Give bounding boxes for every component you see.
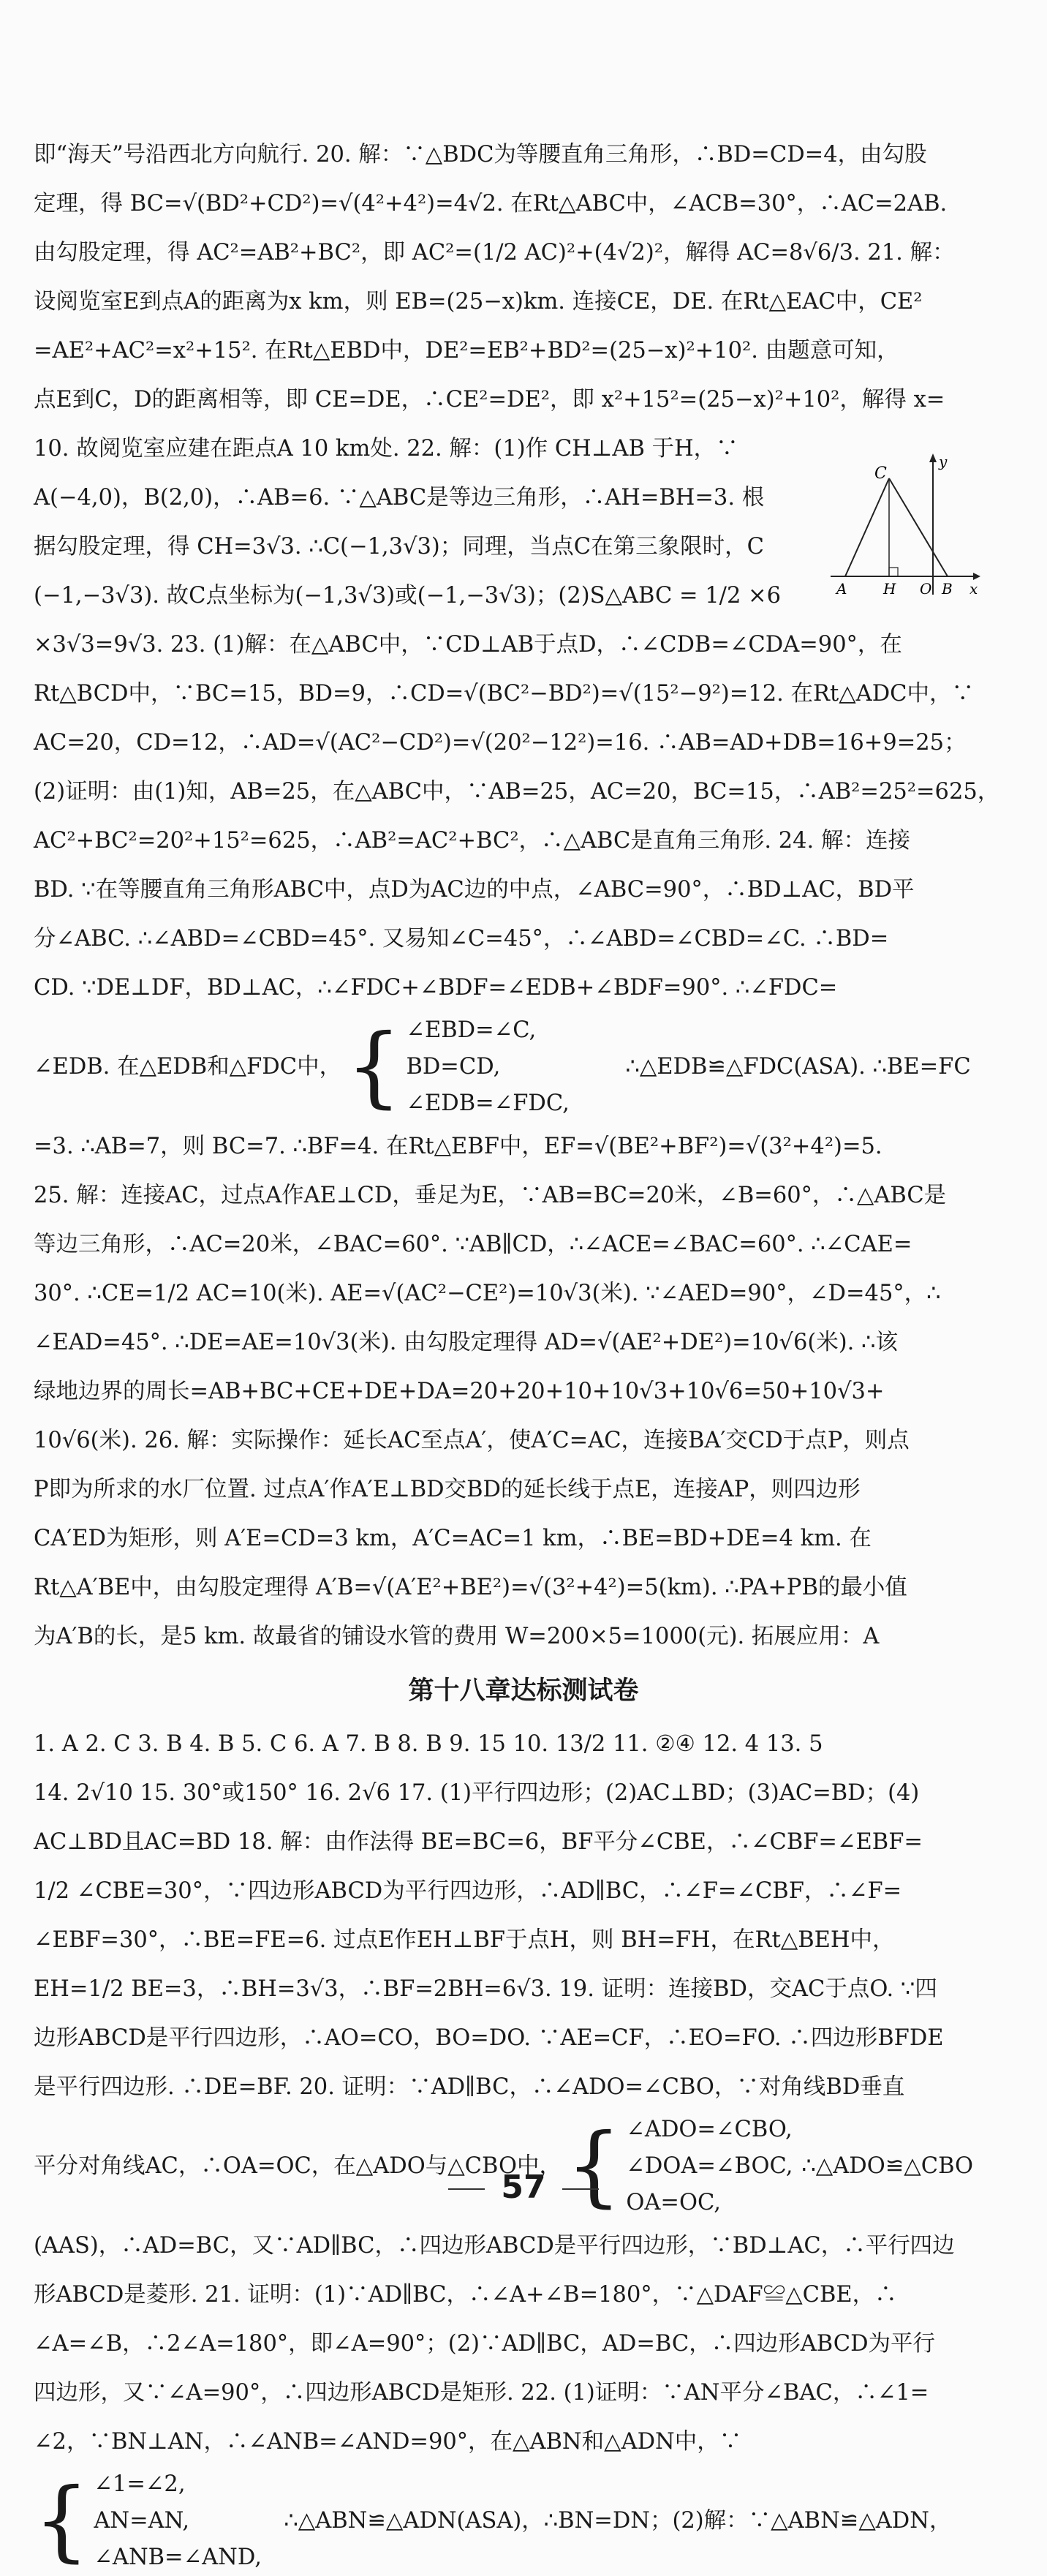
text-line: ∠2，∵BN⊥AN，∴∠ANB=∠AND=90°，在△ABN和△ADN中，∵ bbox=[34, 2429, 742, 2455]
figure-label-c: C bbox=[874, 464, 887, 483]
text-line: 设阅览室E到点A的距离为x km，则 EB=(25−x)km. 连接CE，DE. 在Rt△EAC中，CE² bbox=[34, 289, 923, 315]
text-line: 1/2 ∠CBE=30°，∵四边形ABCD为平行四边形，∴AD∥BC，∴∠F=∠CBF，∴∠F= bbox=[34, 1878, 902, 1904]
brace-conditions bbox=[94, 2466, 284, 2576]
text-line: BD. ∵在等腰直角三角形ABC中，点D为AC边的中点，∠ABC=90°，∴BD⊥AC，BD平 bbox=[34, 877, 915, 903]
text-line: AC²+BC²=20²+15²=625，∴AB²=AC²+BC²，∴△ABC是直角三角形. 24. 解：连接 bbox=[34, 828, 910, 854]
text-line: A(−4,0)，B(2,0)，∴AB=6. ∵△ABC是等边三角形，∴AH=BH=3. 根 bbox=[34, 485, 765, 511]
text-line: 10√6(米). 26. 解：实际操作：延长AC至点A′，使A′C=AC，连接BA′交CD于点P，则点 bbox=[34, 1428, 910, 1453]
figure-label-b: B bbox=[942, 580, 953, 598]
brace-condition: AN=AN, bbox=[94, 2508, 190, 2534]
text-line: 30°. ∴CE=1/2 AC=10(米). AE=√(AC²−CE²)=10√3(米). ∵∠AED=90°，∠D=45°，∴ bbox=[34, 1281, 941, 1306]
text-line: Rt△BCD中，∵BC=15，BD=9，∴CD=√(BC²−BD²)=√(15²−9²)=12. 在Rt△ADC中，∵ bbox=[34, 681, 974, 707]
text-line: ∠EBF=30°，∴BE=FE=6. 过点E作EH⊥BF于点H，则 BH=FH，在Rt△BEH中， bbox=[34, 1927, 895, 1953]
brace-tail: ∴△EDB≌△FDC(ASA). ∴BE=FC bbox=[625, 1054, 971, 1080]
text-line: 1. A 2. C 3. B 4. B 5. C 6. A 7. B 8. B 9. 15 10. 13/2 11. ②④ 12. 4 13. 5 bbox=[34, 1731, 823, 1757]
text-line: 点E到C，D的距离相等，即 CE=DE，∴CE²=DE²，即 x²+15²=(25−x)²+10²，解得 x= bbox=[34, 387, 945, 413]
text-line: 定理，得 BC=√(BD²+CD²)=√(4²+4²)=4√2. 在Rt△ABC中，∠ACB=30°，∴AC=2AB. bbox=[34, 191, 948, 216]
text-line: ∠EAD=45°. ∴DE=AE=10√3(米). 由勾股定理得 AD=√(AE²+DE²)=10√6(米). ∴该 bbox=[34, 1330, 898, 1355]
brace-lead: ∠EDB. 在△EDB和△FDC中， bbox=[34, 1054, 342, 1080]
text-line: =AE²+AC²=x²+15². 在Rt△EBD中，DE²=EB²+BD²=(25−x)²+10². 由题意可知， bbox=[34, 338, 899, 364]
text-line: 是平行四边形. ∴DE=BF. 20. 证明：∵AD∥BC，∴∠ADO=∠CBO，∵对角线BD垂直 bbox=[34, 2074, 905, 2100]
text-line: P即为所求的水厂位置. 过点A′作A′E⊥BD交BD的延长线于点E，连接AP，则四边形 bbox=[34, 1477, 861, 1502]
brace-tail: ∴△ADO≌△CBO bbox=[801, 2153, 974, 2179]
text-line: (−1,−3√3). 故C点坐标为(−1,3√3)或(−1,−3√3)；(2)S△ABC = 1/2 ×6 bbox=[34, 583, 782, 609]
figure-label-y: y bbox=[939, 453, 948, 470]
text-line: Rt△A′BE中，由勾股定理得 A′B=√(A′E²+BE²)=√(3²+4²)=5(km). ∴PA+PB的最小值 bbox=[34, 1575, 907, 1600]
brace-condition: ∠ANB=∠AND, bbox=[94, 2545, 262, 2570]
text-line: ×3√3=9√3. 23. (1)解：在△ABC中，∵CD⊥AB于点D，∴∠CDB=∠CDA=90°，在 bbox=[34, 632, 902, 658]
text-line: 分∠ABC. ∴∠ABD=∠CBD=45°. 又易知∠C=45°，∴∠ABD=∠CBD=∠C. ∴BD= bbox=[34, 926, 889, 952]
text-line: 10. 故阅览室应建在距点A 10 km处. 22. 解：(1)作 CH⊥AB 于H，∵ bbox=[34, 436, 738, 462]
text-line: 绿地边界的周长=AB+BC+CE+DE+DA=20+20+10+10√3+10√6=50+10√3+ bbox=[34, 1379, 885, 1404]
congruence-system-3 bbox=[34, 2466, 1013, 2576]
text-line: 形ABCD是菱形. 21. 证明：(1)∵AD∥BC，∴∠A+∠B=180°，∵△DAF≌△CBE，∴ bbox=[34, 2282, 897, 2308]
brace-condition: ∠EBD=∠C, bbox=[406, 1017, 537, 1043]
text-line: (AAS)，∴AD=BC，又∵AD∥BC，∴四边形ABCD是平行四边形，∵BD⊥AC，∴平行四边 bbox=[34, 2233, 955, 2259]
answer-content bbox=[34, 130, 1013, 2576]
brace-condition: ∠1=∠2, bbox=[94, 2471, 186, 2497]
text-line: 由勾股定理，得 AC²=AB²+BC²，即 AC²=(1/2 AC)²+(4√2)²，解得 AC=8√6/3. 21. 解： bbox=[34, 240, 955, 265]
text-line: 14. 2√10 15. 30°或150° 16. 2√6 17. (1)平行四边形；(2)AC⊥BD；(3)AC=BD；(4) bbox=[34, 1780, 920, 1806]
coordinate-figure bbox=[823, 452, 984, 598]
text-line: CA′ED为矩形，则 A′E=CD=3 km，A′C=AC=1 km，∴BE=BD+DE=4 km. 在 bbox=[34, 1526, 872, 1551]
text-line: 为A′B的长，是5 km. 故最省的铺设水管的费用 W=200×5=1000(元). 拓展应用：A bbox=[34, 1624, 880, 1649]
left-brace-icon: { bbox=[346, 1016, 402, 1118]
brace-condition: ∠EDB=∠FDC, bbox=[406, 1091, 570, 1116]
page-number-right-dash bbox=[562, 2188, 599, 2190]
figure-label-o: O bbox=[920, 580, 932, 598]
left-brace-icon: { bbox=[34, 2470, 90, 2572]
brace-conditions bbox=[406, 1012, 625, 1122]
figure-label-h: H bbox=[883, 580, 896, 598]
section-title: 第十八章达标测试卷 bbox=[408, 1676, 639, 1706]
text-line: 边形ABCD是平行四边形，∴AO=CO，BO=DO. ∵AE=CF，∴EO=FO. ∴四边形BFDE bbox=[34, 2025, 944, 2051]
text-line: 据勾股定理，得 CH=3√3. ∴C(−1,3√3)；同理，当点C在第三象限时，C bbox=[34, 534, 764, 560]
page-number-text: 57 bbox=[501, 2169, 546, 2206]
text-line: CD. ∵DE⊥DF，BD⊥AC，∴∠FDC+∠BDF=∠EDB+∠BDF=90°. ∴∠FDC= bbox=[34, 975, 838, 1001]
text-line: 25. 解：连接AC，过点A作AE⊥CD，垂足为E，∵AB=BC=20米，∠B=60°，∴△ABC是 bbox=[34, 1183, 947, 1208]
page-number-left-dash bbox=[448, 2188, 485, 2190]
brace-condition: OA=OC, bbox=[626, 2190, 721, 2215]
text-line: AC=20，CD=12，∴AD=√(AC²−CD²)=√(20²−12²)=16. ∴AB=AD+DB=16+9=25； bbox=[34, 730, 967, 756]
text-line: ∠A=∠B，∴2∠A=180°，即∠A=90°；(2)∵AD∥BC，AD=BC，∴四边形ABCD为平行 bbox=[34, 2331, 936, 2357]
figure-label-a: A bbox=[836, 580, 847, 598]
brace-tail: ∴△ABN≌△ADN(ASA)，∴BN=DN；(2)解：∵△ABN≌△ADN， bbox=[284, 2508, 952, 2534]
figure-label-x: x bbox=[969, 580, 978, 598]
page-number bbox=[0, 2169, 1047, 2206]
brace-condition: ∠DOA=∠BOC, bbox=[626, 2153, 793, 2179]
congruence-system-1 bbox=[34, 1012, 1013, 1122]
text-line: =3. ∴AB=7，则 BC=7. ∴BF=4. 在Rt△EBF中，EF=√(BE²+BF²)=√(3²+4²)=5. bbox=[34, 1134, 882, 1159]
text-line: AC⊥BD且AC=BD 18. 解：由作法得 BE=BC=6，BF平分∠CBE，∴∠CBF=∠EBF= bbox=[34, 1829, 923, 1855]
text-line: 四边形，又∵∠A=90°，∴四边形ABCD是矩形. 22. (1)证明：∵AN平分∠BAC，∴∠1= bbox=[34, 2380, 929, 2406]
brace-condition: ∠ADO=∠CBO, bbox=[626, 2117, 793, 2142]
brace-lead: 平分对角线AC，∴OA=OC，在△ADO与△CBO中， bbox=[34, 2153, 562, 2179]
text-line: 等边三角形，∴AC=20米，∠BAC=60°. ∵AB∥CD，∴∠ACE=∠BAC=60°. ∴∠CAE= bbox=[34, 1232, 912, 1257]
brace-condition: BD=CD, bbox=[406, 1054, 501, 1080]
left-brace-icon: { bbox=[566, 2115, 622, 2217]
text-line: (2)证明：由(1)知，AB=25，在△ABC中，∵AB=25，AC=20，BC=15，∴AB²=25²=625， bbox=[34, 779, 1000, 805]
text-line: 即“海天”号沿西北方向航行. 20. 解：∵△BDC为等腰直角三角形，∴BD=CD=4，由勾股 bbox=[34, 142, 927, 167]
text-line: EH=1/2 BE=3，∴BH=3√3，∴BF=2BH=6√3. 19. 证明：连接BD，交AC于点O. ∵四 bbox=[34, 1976, 937, 2002]
